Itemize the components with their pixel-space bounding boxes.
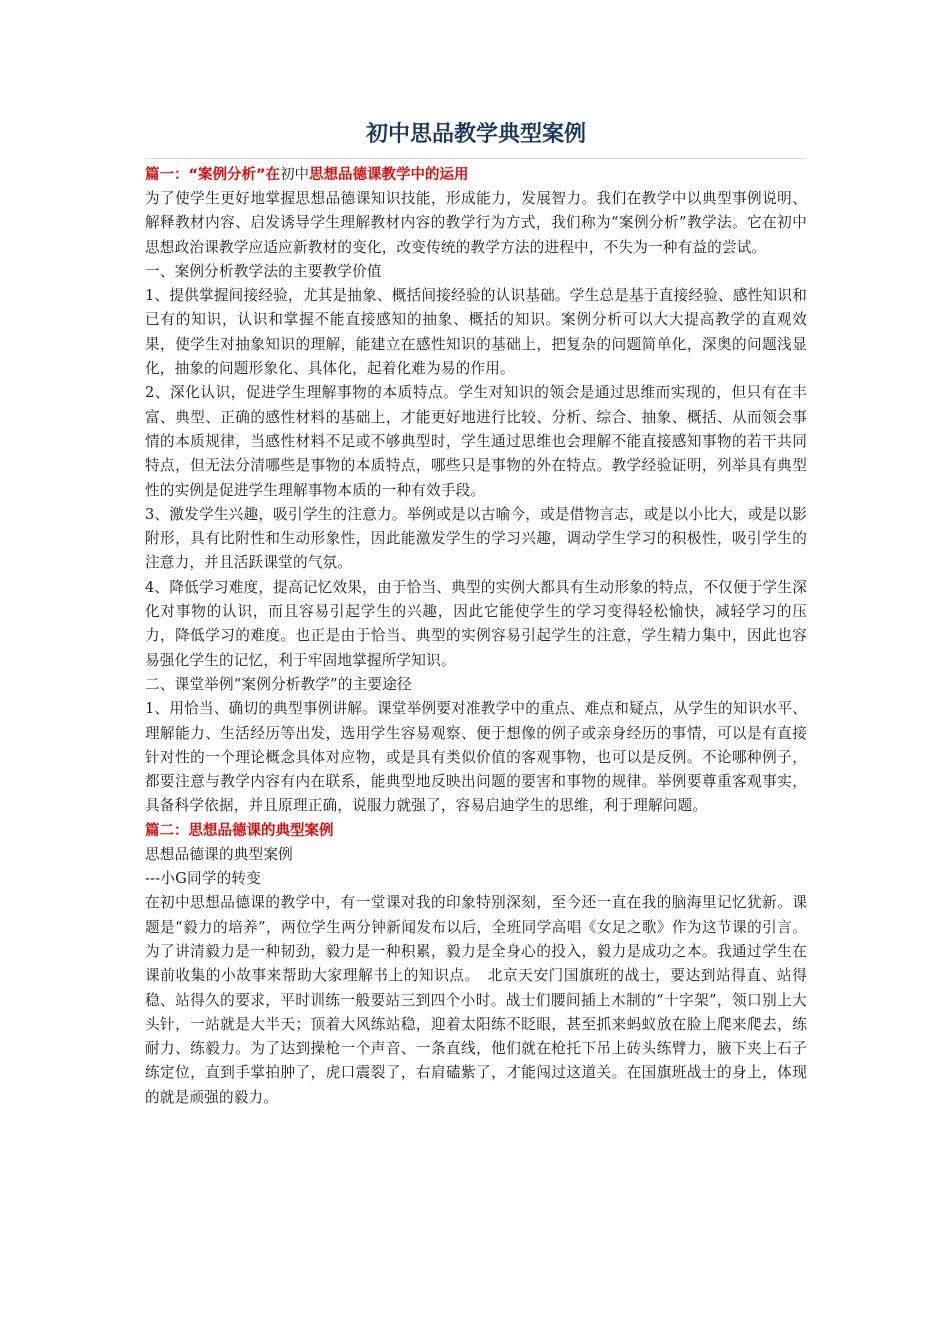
section-1-subheading: 一、案例分析教学法的主要教学价值 <box>145 262 382 280</box>
section-1-paragraph: 3、激发学生兴趣，吸引学生的注意力。举例或是以古喻今，或是借物言志，或是以小比大，或是以影附形，具有比附性和生动形象性，因此能激发学生的学习兴趣，调动学生学习的积极性，吸引学生的注意力，并且活跃课堂的气氛。 <box>145 505 807 572</box>
section-1-subheading: 二、课堂举例“案例分析教学”的主要途径 <box>145 675 412 693</box>
section-1-heading <box>145 163 807 187</box>
section-2-paragraph: ---小G同学的转变 <box>145 870 262 888</box>
section-1-paragraph: 为了使学生更好地掌握思想品德课知识技能，形成能力，发展智力。我们在教学中以典型事例说明、解释教材内容、启发诱导学生理解教材内容的教学行为方式，我们称为“案例分析”教学法。它在初中思想政治课教学应适应新教材的变化，改变传统的教学方法的进程中，不失为一种有益的尝试。 <box>145 190 807 256</box>
section-1-heading-part-c: 思想品德课教学中的运用 <box>309 167 469 183</box>
section-1-heading-part-b: 初中 <box>280 167 310 183</box>
section-1-paragraph: 4、降低学习难度，提高记忆效果，由于恰当、典型的实例大都具有生动形象的特点，不仅便于学生深化对事物的认识，而且容易引起学生的兴趣，因此它能使学生的学习变得轻松愉快，减轻学习的压力，降低学习的难度。也正是由于恰当、典型的实例容易引起学生的注意，学生精力集中，因此也容易强化学生的记忆，利于牢固地掌握所学知识。 <box>145 578 807 669</box>
title-divider <box>145 158 807 159</box>
section-1-paragraph: 1、用恰当、确切的典型事例讲解。课堂举例要对准教学中的重点、难点和疑点，从学生的知识水平、理解能力、生活经历等出发，选用学生容易观察、便于想像的例子或亲身经历的事情，可以是有直接针对性的一个理论概念具体对应物，或是具有类似价值的客观事物，也可以是反例。不论哪种例子，都要注意与教学内容有内在联系，能典型地反映出问题的要害和事物的规律。举例要尊重客观事实，具备科学依据，并且原理正确，说服力就强了，容易启迪学生的思维，利于理解问题。 <box>145 700 807 815</box>
section-1-paragraph: 2、深化认识，促进学生理解事物的本质特点。学生对知识的领会是通过思维而实现的，但只有在丰富、典型、正确的感性材料的基础上，才能更好地进行比较、分析、综合、抽象、概括、从而领会事情的本质规律，当感性材料不足或不够典型时，学生通过思维也会理解不能直接感知事物的若干共同特点，但无法分清哪些是事物的本质特点，哪些只是事物的外在特点。教学经验证明，列举具有典型性的实例是促进学生理解事物本质的一种有效手段。 <box>145 384 807 499</box>
section-2-heading: 篇二：思想品德课的典型案例 <box>145 822 334 839</box>
section-2-paragraph: 在初中思想品德课的教学中，有一堂课对我的印象特别深刻，至今还一直在我的脑海里记忆犹新。课题是“毅力的培养”，两位学生两分钟新闻发布以后，全班同学高唱《女足之歌》作为这节课的引言。为了讲清毅力是一种韧劲，毅力是一种积累，毅力是全身心的投入，毅力是成功之本。我通过学生在课前收集的小故事来帮助大家理解书上的知识点。 北京天安门国旗班的战士，要达到站得直、站得稳、站得久的要求，平时训练一般要站三到四个小时。战士们腰间插上木制的“十字架”，领口别上大头针，一站就是大半天；顶着大风练站稳，迎着太阳练不眨眼，甚至抓来蚂蚁放在脸上爬来爬去，练耐力、练毅力。为了达到操枪一个声音、一条直线，他们就在枪托下吊上砖头练臂力，腋下夹上石子练定位，直到手掌拍肿了，虎口震裂了，右肩磕紫了，才能闯过这道关。在国旗班战士的身上，体现的就是顽强的毅力。 <box>145 894 807 1106</box>
section-1-paragraph: 1、提供掌握间接经验，尤其是抽象、概括间接经验的认识基础。学生总是基于直接经验、感性知识和已有的知识，认识和掌握不能直接感知的抽象、概括的知识。案例分析可以大大提高教学的直观效果，使学生对抽象知识的理解，能建立在感性知识的基础上，把复杂的问题简单化，深奥的问题浅显化，抽象的问题形象化、具体化，起着化难为易的作用。 <box>145 287 807 378</box>
document-title: 初中思品教学典型案例 <box>365 122 586 147</box>
section-2-paragraph: 思想品德课的典型案例 <box>145 845 293 863</box>
document-page <box>145 118 807 1110</box>
section-1-heading-part-a: 篇一：“案例分析”在 <box>145 167 281 183</box>
